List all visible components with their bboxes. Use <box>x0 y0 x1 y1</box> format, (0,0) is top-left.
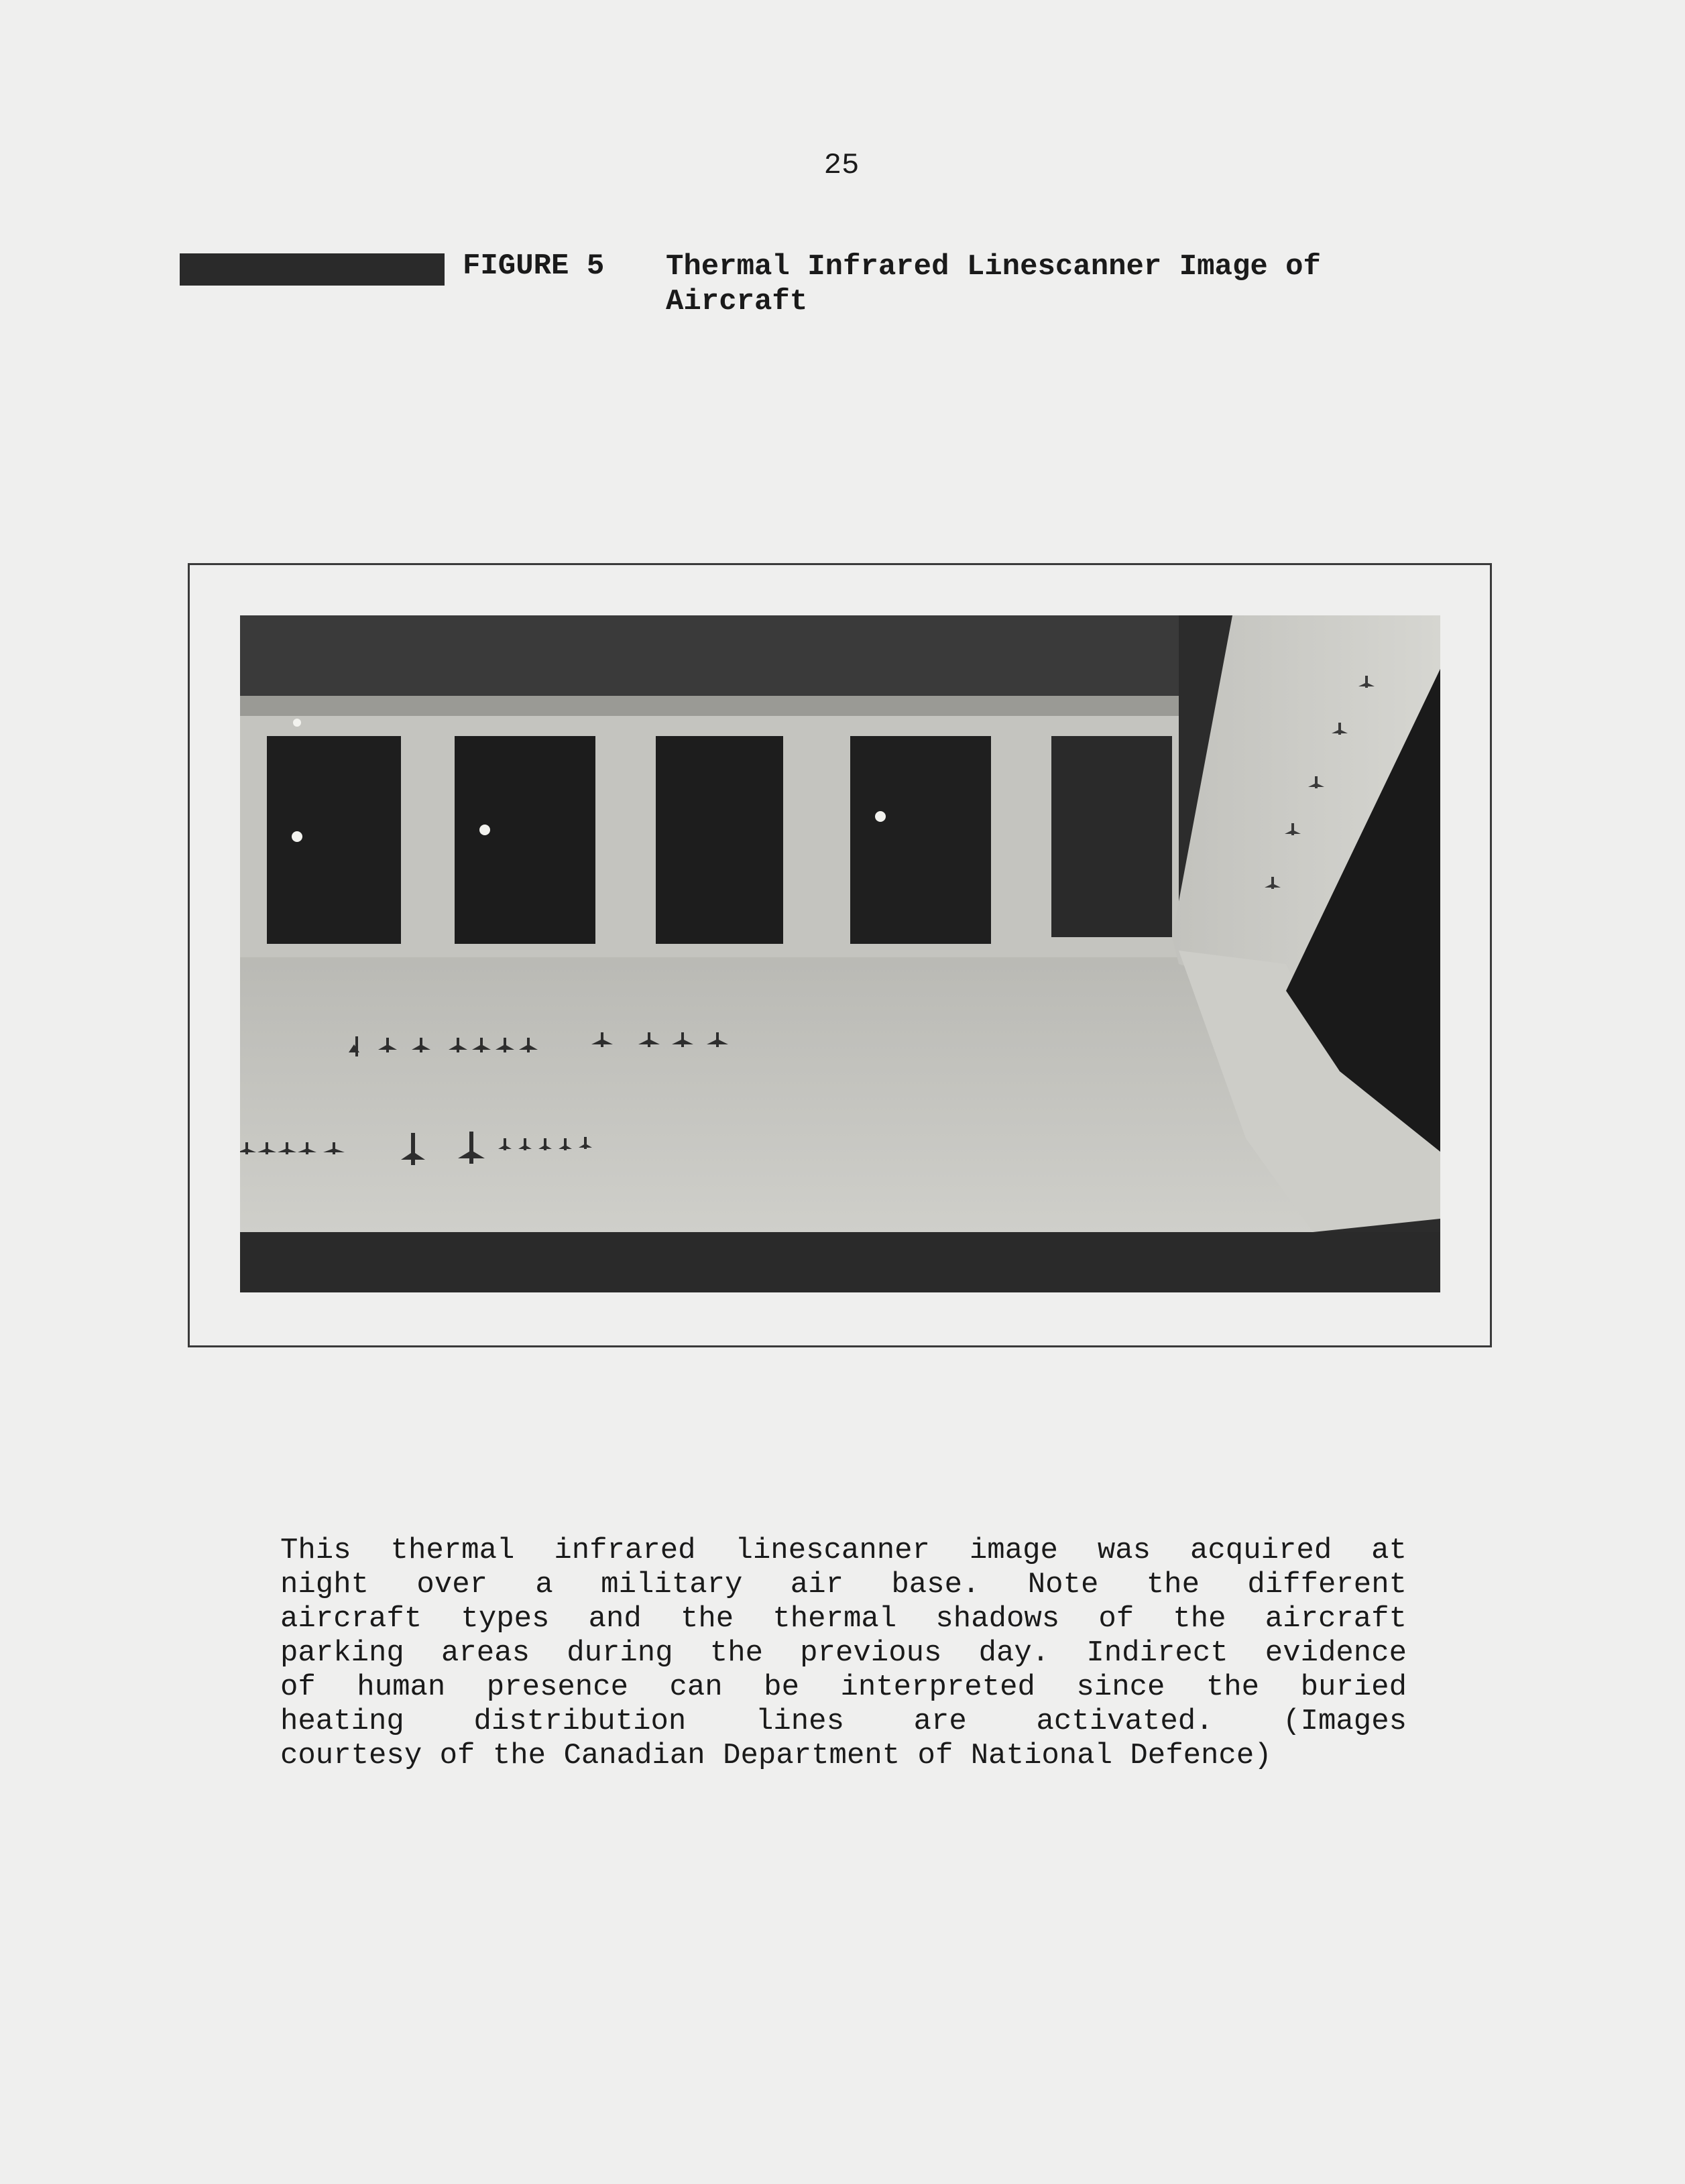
caption-line: night over a military air base. Note the different <box>280 1568 1407 1601</box>
figure-caption <box>280 1534 1407 1773</box>
caption-line: parking areas during the previous day. Indirect evidence <box>280 1636 1407 1670</box>
figure-title <box>666 249 1457 319</box>
figure-title-line: Aircraft <box>666 285 808 318</box>
bottom-strip <box>240 1232 1440 1292</box>
building-strip <box>240 615 1179 709</box>
thermal-infrared-image <box>240 615 1440 1292</box>
caption-line: This thermal infrared linescanner image was acquired at <box>280 1534 1407 1567</box>
caption-line: of human presence can be interpreted since the buried <box>280 1671 1407 1704</box>
caption-line: courtesy of the Canadian Department of National Defence) <box>280 1739 1272 1772</box>
figure-title-line: Thermal Infrared Linescanner Image of <box>666 250 1321 284</box>
figure-label: FIGURE 5 <box>463 249 605 283</box>
page-number: 25 <box>823 149 860 182</box>
caption-line: aircraft types and the thermal shadows of the aircraft <box>280 1602 1407 1636</box>
figure-label-bar <box>180 253 445 286</box>
parking-areas <box>240 716 1179 957</box>
main-apron <box>240 951 1313 1232</box>
road-strip <box>240 696 1179 716</box>
caption-line: heating distribution lines are activated. (Images <box>280 1705 1407 1738</box>
